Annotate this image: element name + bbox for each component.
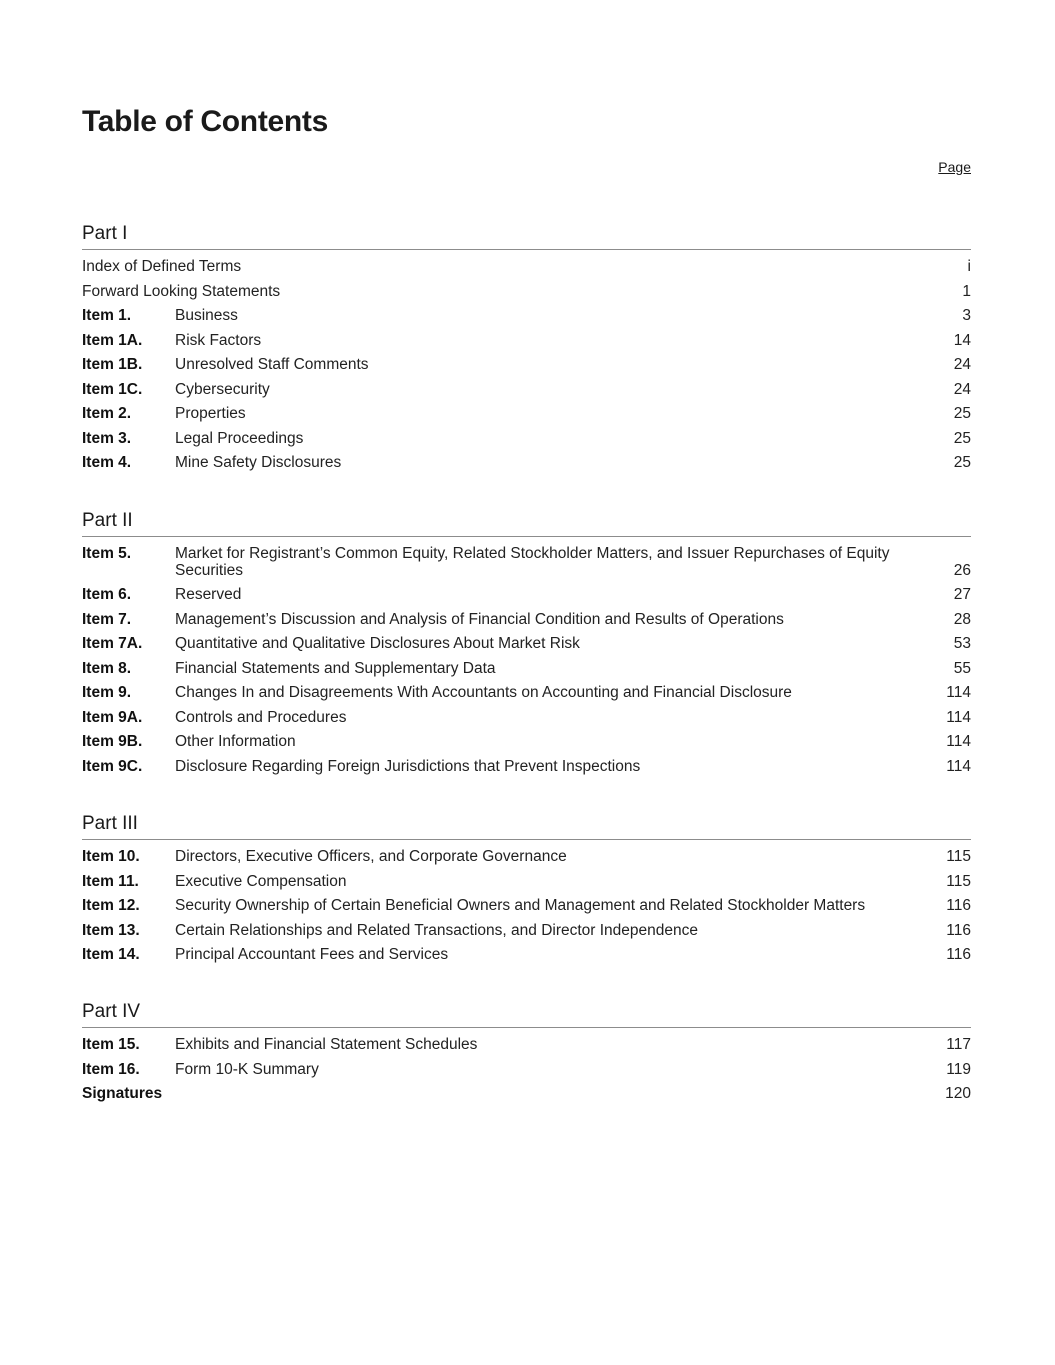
part-2-section xyxy=(82,509,971,783)
entry-item-number: Item 5. xyxy=(82,545,132,562)
toc-entry[interactable] xyxy=(82,1086,971,1103)
entry-item-number: Item 8. xyxy=(82,659,132,677)
entry-page: 26 xyxy=(953,561,971,579)
entry-page: 115 xyxy=(946,872,971,890)
entry-label: Cybersecurity xyxy=(175,380,270,398)
entry-label: Quantitative and Qualitative Disclosures About Market Risk xyxy=(175,635,580,652)
entry-item-number: Item 1C. xyxy=(82,380,143,398)
entry-label: Principal Accountant Fees and Services xyxy=(175,946,449,963)
entry-label: Business xyxy=(175,307,238,324)
entry-label: Directors, Executive Officers, and Corporate Governance xyxy=(175,848,567,865)
toc-entry[interactable] xyxy=(82,759,971,776)
entry-page: 115 xyxy=(946,848,971,865)
entry-item-number: Item 2. xyxy=(82,405,132,422)
part-heading: Part III xyxy=(82,812,971,840)
entry-page: 28 xyxy=(953,610,971,628)
part-heading: Part I xyxy=(82,222,971,250)
entry-item-number: Item 9C. xyxy=(82,757,143,775)
toc-entry[interactable] xyxy=(82,898,971,915)
entry-label: Security Ownership of Certain Beneficial Owners and Management and Related Stockholder Matters xyxy=(175,897,866,914)
entry-page: 116 xyxy=(946,897,971,914)
entry-label: Management’s Discussion and Analysis of Financial Condition and Results of Operations xyxy=(175,610,784,628)
entry-page: 25 xyxy=(953,429,971,447)
toc-entry[interactable] xyxy=(82,1062,971,1079)
entry-page: 25 xyxy=(953,454,971,471)
entry-label: Unresolved Staff Comments xyxy=(175,356,369,373)
entry-item-number: Item 1B. xyxy=(82,356,143,373)
part-4-section xyxy=(82,1000,971,1111)
toc-entry[interactable] xyxy=(82,636,971,653)
entry-page: 119 xyxy=(946,1060,971,1078)
toc-entry[interactable] xyxy=(82,923,971,940)
toc-entry[interactable] xyxy=(82,849,971,866)
entry-page: 116 xyxy=(946,921,971,939)
toc-entry[interactable] xyxy=(82,357,971,374)
toc-entry[interactable] xyxy=(82,546,971,579)
toc-entry[interactable] xyxy=(82,710,971,727)
entry-label: Changes In and Disagreements With Accountants on Accounting and Financial Disclosure xyxy=(175,684,792,701)
entry-item-number: Item 9A. xyxy=(82,708,143,726)
entry-item-number: Item 7A. xyxy=(82,635,143,652)
toc-entry[interactable] xyxy=(82,587,971,604)
toc-entry[interactable] xyxy=(82,284,971,301)
toc-entry[interactable] xyxy=(82,382,971,399)
entry-label: Other Information xyxy=(175,733,296,750)
toc-entry[interactable] xyxy=(82,259,971,276)
entry-item-number: Item 4. xyxy=(82,454,132,471)
part-3-section xyxy=(82,812,971,972)
entry-page: 3 xyxy=(962,307,971,324)
entry-item-number: Item 3. xyxy=(82,429,132,447)
part-1-section xyxy=(82,222,971,480)
toc-entry[interactable] xyxy=(82,455,971,472)
entry-page: 114 xyxy=(946,684,971,701)
entry-page: 114 xyxy=(946,757,971,775)
entry-page: 53 xyxy=(953,635,971,652)
entry-label: Disclosure Regarding Foreign Jurisdictions that Prevent Inspections xyxy=(175,757,641,775)
entry-page: 114 xyxy=(946,708,971,726)
entry-page: 120 xyxy=(945,1085,971,1102)
entry-page: 116 xyxy=(946,946,971,963)
toc-entry[interactable] xyxy=(82,333,971,350)
entry-item-number: Item 1A. xyxy=(82,331,143,349)
entry-item-number: Item 10. xyxy=(82,848,140,865)
entry-label: Properties xyxy=(175,405,246,422)
entry-page: 55 xyxy=(953,659,971,677)
entry-page: 1 xyxy=(962,282,971,300)
entry-label: Executive Compensation xyxy=(175,872,347,890)
entry-label: Index of Defined Terms xyxy=(82,258,242,275)
entry-page: 117 xyxy=(946,1036,971,1053)
entry-label: Signatures xyxy=(82,1085,163,1102)
entry-item-number: Item 13. xyxy=(82,921,140,939)
entry-label: Mine Safety Disclosures xyxy=(175,454,342,471)
entry-label: Forward Looking Statements xyxy=(82,282,281,300)
entry-page: 24 xyxy=(953,380,971,398)
entry-item-number: Item 14. xyxy=(82,946,140,963)
entry-item-number: Item 15. xyxy=(82,1036,140,1053)
entry-item-number: Item 9B. xyxy=(82,733,143,750)
entry-label: Controls and Procedures xyxy=(175,708,347,726)
entry-label: Financial Statements and Supplementary Data xyxy=(175,659,496,677)
entry-page: 25 xyxy=(953,405,971,422)
toc-entry[interactable] xyxy=(82,734,971,751)
entry-page: i xyxy=(967,258,971,275)
entry-item-number: Item 6. xyxy=(82,586,132,603)
entry-item-number: Item 9. xyxy=(82,684,132,701)
toc-entry[interactable] xyxy=(82,308,971,325)
entry-item-number: Item 7. xyxy=(82,610,132,628)
entry-item-number: Item 1. xyxy=(82,307,132,324)
toc-entry[interactable] xyxy=(82,874,971,891)
entry-label: Certain Relationships and Related Transactions, and Director Independence xyxy=(175,921,699,939)
toc-entry[interactable] xyxy=(82,431,971,448)
toc-entry[interactable] xyxy=(82,685,971,702)
entry-label: Market for Registrant’s Common Equity, Related Stockholder Matters, and Issuer Repurchases of Equity Securities xyxy=(175,545,890,579)
entry-label: Exhibits and Financial Statement Schedules xyxy=(175,1036,478,1053)
toc-entry[interactable] xyxy=(82,1037,971,1054)
entry-label: Reserved xyxy=(175,586,242,603)
entry-page: 27 xyxy=(953,586,971,603)
entry-label: Risk Factors xyxy=(175,331,262,349)
toc-entry[interactable] xyxy=(82,947,971,964)
toc-entry[interactable] xyxy=(82,612,971,629)
page-title: Table of Contents xyxy=(82,105,329,138)
entry-page: 14 xyxy=(953,331,971,349)
entry-item-number: Item 12. xyxy=(82,897,140,914)
page-column-header: Page xyxy=(938,159,971,175)
entry-item-number: Item 11. xyxy=(82,872,139,890)
entry-label: Legal Proceedings xyxy=(175,429,304,447)
part-heading: Part II xyxy=(82,509,971,537)
entry-page: 114 xyxy=(946,733,971,750)
toc-entry[interactable] xyxy=(82,661,971,678)
entry-item-number: Item 16. xyxy=(82,1060,140,1078)
entry-page: 24 xyxy=(953,356,971,373)
entry-label: Form 10-K Summary xyxy=(175,1060,319,1078)
part-heading: Part IV xyxy=(82,1000,971,1028)
toc-entry[interactable] xyxy=(82,406,971,423)
